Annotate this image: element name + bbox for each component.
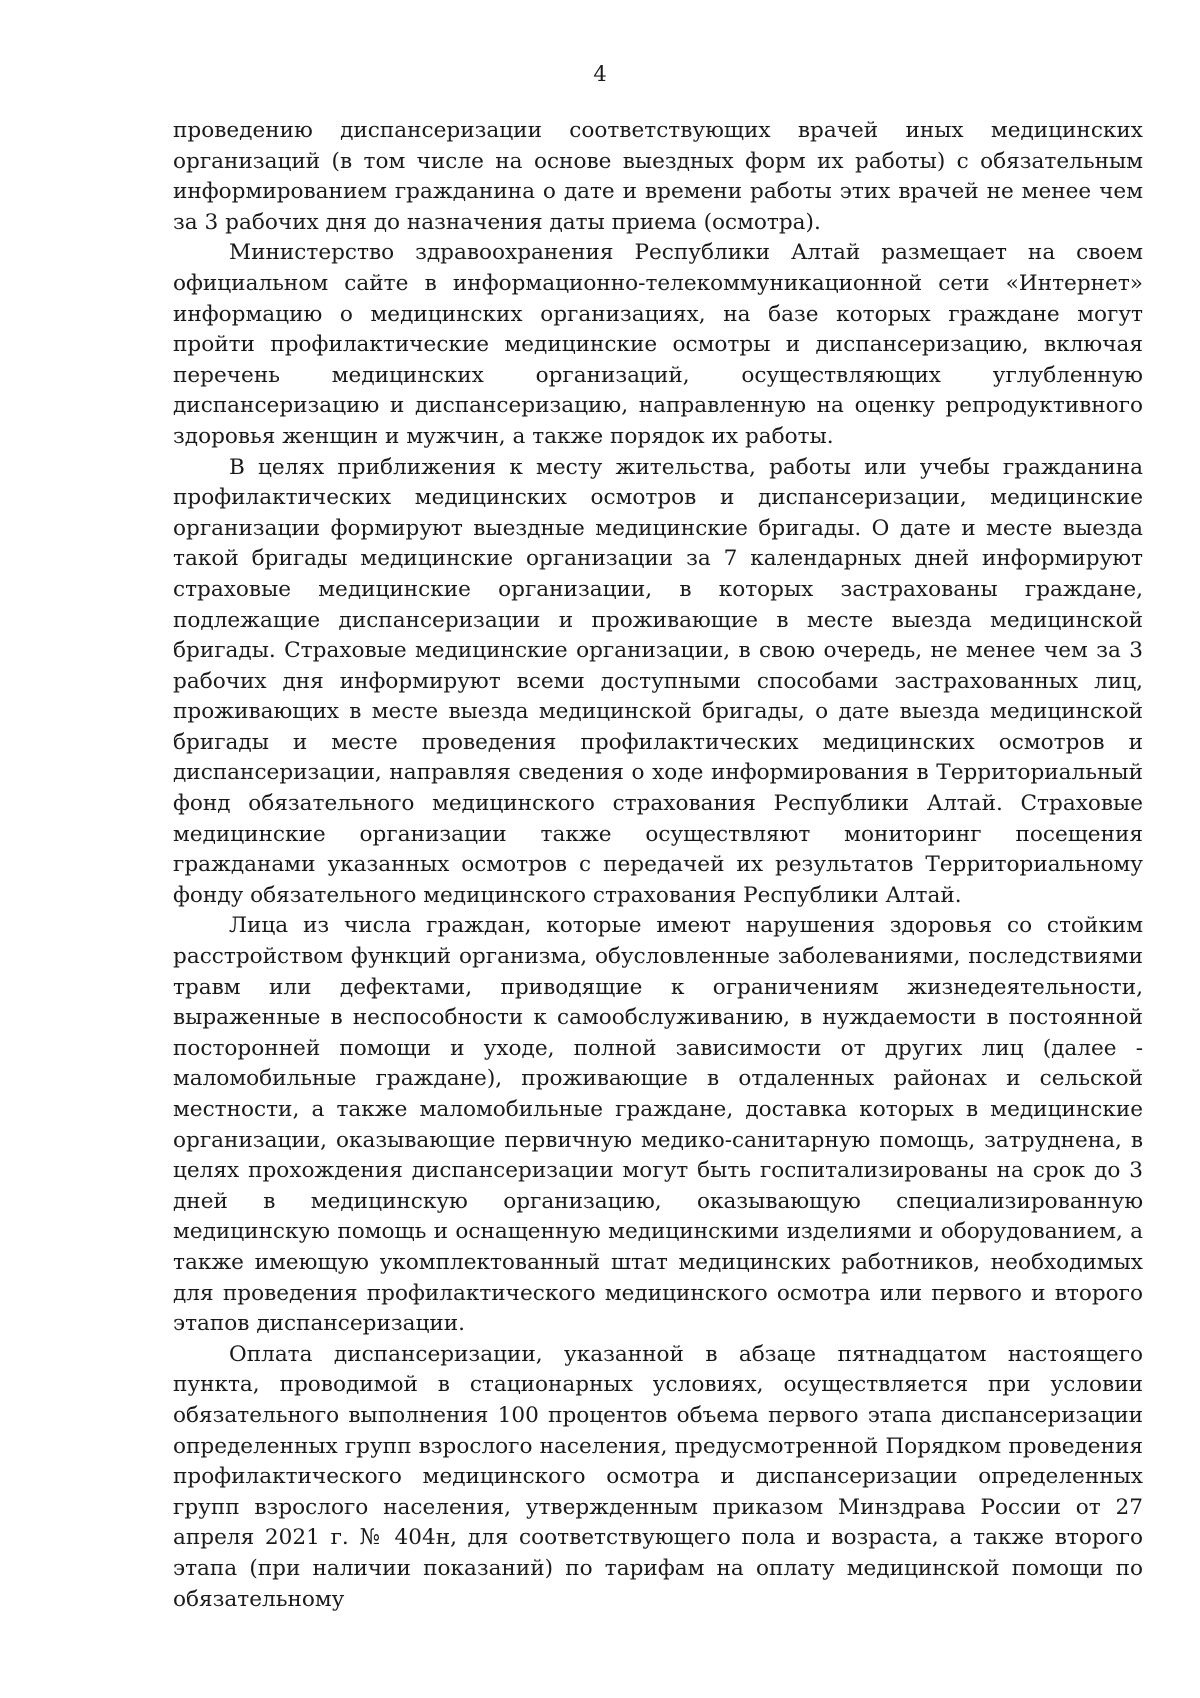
paragraph-mobile-teams: В целях приближения к месту жительства, работы или учебы гражданина профилактических медицинских осмотров и диспансеризации, медицинские организации формируют выездные медицинские бригады. О дате и месте выезда такой бригады медицинские организации за 7 календарных дней информируют страховые медицинские организации, в которых застрахованы граждане, подлежащие диспансеризации и проживающие в месте выезда медицинской бригады. Страховые медицинские организации, в свою очередь, не менее чем за 3 рабочих дня информируют всеми доступными способами застрахованных лиц, проживающих в месте выезда медицинской бригады, о дате выезда медицинской бригады и месте проведения профилактических медицинских осмотров и диспансеризации, направляя сведения о ходе информирования в Территориальный фонд обязательного медицинского страхования Республики Алтай. Страховые медицинские организации также осуществляют мониторинг посещения гражданами указанных осмотров с передачей их результатов Территориальному фонду обязательного медицинского страхования Республики Алтай. [173,454,1143,908]
paragraph-payment: Оплата диспансеризации, указанной в абзаце пятнадцатом настоящего пункта, проводимой в стационарных условиях, осуществляется при условии обязательного выполнения 100 процентов объема первого этапа диспансеризации определенных групп взрослого населения, предусмотренной Порядком проведения профилактического медицинского осмотра и диспансеризации определенных групп взрослого населения, утвержденным приказом Минздрава России от 27 апреля 2021 г. № 404н, для соответствующего пола и возраста, а также второго этапа (при наличии показаний) по тарифам на оплату медицинской помощи по обязательному [173,1341,1143,1612]
paragraph-ministry-website: Министерство здравоохранения Республики Алтай размещает на своем официальном сайте в информационно-телекоммуникационной сети «Интернет» информацию о медицинских организациях, на базе которых граждане могут пройти профилактические медицинские осмотры и диспансеризацию, включая перечень медицинских организаций, осуществляющих углубленную диспансеризацию и диспансеризацию, направленную на оценку репродуктивного здоровья женщин и мужчин, а также порядок их работы. [173,240,1143,449]
page-number: 4 [593,62,607,86]
paragraph-low-mobility-citizens: Лица из числа граждан, которые имеют нарушения здоровья со стойким расстройством функций организма, обусловленные заболеваниями, последствиями травм или дефектами, приводящие к ограничениям жизнедеятельности, выраженные в неспособности к самообслуживанию, в нуждаемости в постоянной посторонней помощи и уходе, полной зависимости от других лиц (далее - маломобильные граждане), проживающие в отдаленных районах и сельской местности, а также маломобильные граждане, доставка которых в медицинские организации, оказывающие первичную медико-санитарную помощь, затруднена, в целях прохождения диспансеризации могут быть госпитализированы на срок до 3 дней в медицинскую организацию, оказывающую специализированную медицинскую помощь и оснащенную медицинскими изделиями и оборудованием, а также имеющую укомплектованный штат медицинских работников, необходимых для проведения профилактического медицинского осмотра или первого и второго этапов диспансеризации. [173,913,1143,1337]
document-body [173,116,1143,1615]
paragraph-continuation: проведению диспансеризации соответствующих врачей иных медицинских организаций (в том числе на основе выездных форм их работы) с обязательным информированием гражданина о дате и времени работы этих врачей не менее чем за 3 рабочих дня до назначения даты приема (осмотра). [173,118,1143,235]
